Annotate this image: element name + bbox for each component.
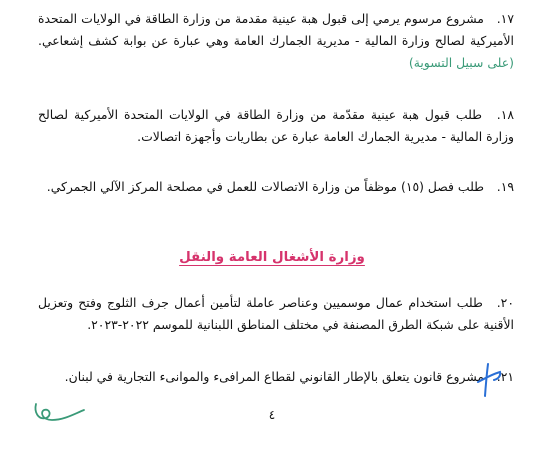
item-number: ٢٠. <box>496 295 514 310</box>
item-text: مشروع مرسوم يرمي إلى قبول هبة عينية مقدمة من وزارة الطاقة في الولايات المتحدة الأميركية لصالح وزارة المالية - مديرية الجمارك العامة وهي عبارة عن بوابة كشف إشعاعي. <box>38 11 514 48</box>
item-number: ١٧. <box>496 11 514 26</box>
signature-mark <box>30 398 90 428</box>
agenda-item-20 <box>38 292 514 336</box>
item-number: ٢١. <box>496 369 514 384</box>
item-text: طلب قبول هبة عينية مقدّمة من وزارة الطاقة في الولايات المتحدة الأميركية لصالح وزارة المالية - مديرية الجمارك العامة عبارة عن بطاريات وأجهزة اتصالات. <box>38 107 514 144</box>
item-text: طلب استخدام عمال موسميين وعناصر عاملة لتأمين أعمال جرف الثلوج وفتح وتعزيل الأقنية على شبكة الطرق المصنفة في مختلف المناطق اللبنانية للموسم ٢٠٢٢-٢٠٢٣. <box>38 295 514 332</box>
agenda-item-17 <box>38 8 514 74</box>
item-number: ١٩. <box>496 179 514 194</box>
item-number: ١٨. <box>496 107 514 122</box>
handwritten-check-mark <box>476 362 506 398</box>
agenda-item-21 <box>38 366 514 388</box>
agenda-item-19 <box>38 176 514 198</box>
item-text: مشروع قانون يتعلق بالإطار القانوني لقطاع المرافىء والموانىء التجارية في لبنان. <box>64 369 485 384</box>
agenda-item-18 <box>38 104 514 148</box>
settlement-note: (على سبيل التسوية) <box>408 55 514 70</box>
item-text: طلب فصل (١٥) موظفاً من وزارة الاتصالات للعمل في مصلحة المركز الآلي الجمركي. <box>46 179 485 194</box>
section-heading: وزارة الأشغال العامة والنقل <box>179 250 365 265</box>
page-number: ٤ <box>268 408 276 422</box>
